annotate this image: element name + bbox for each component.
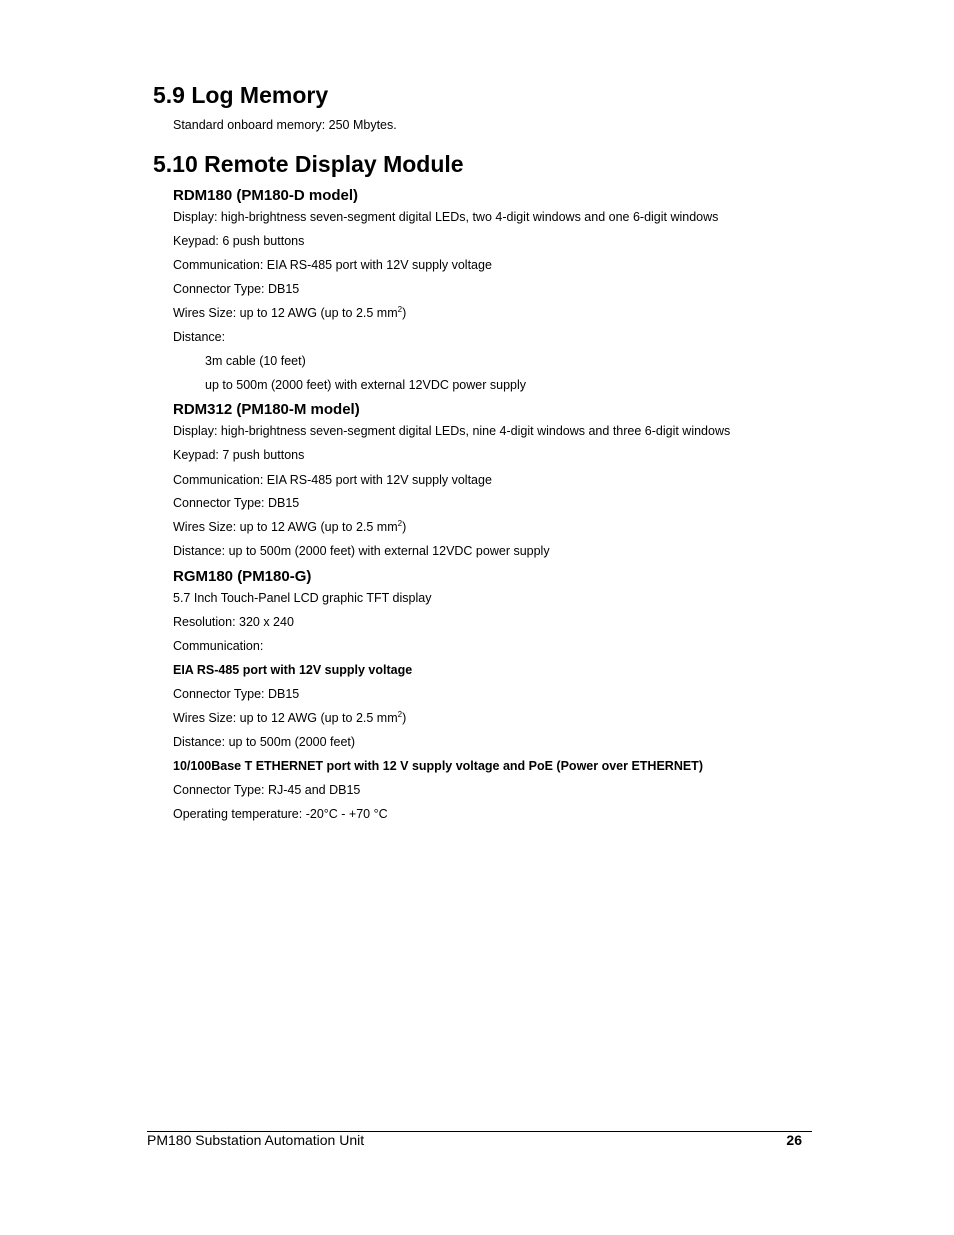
rdm312-distance: Distance: up to 500m (2000 feet) with external 12VDC power supply <box>173 544 550 558</box>
section-number: 5.10 <box>153 151 198 177</box>
section-number: 5.9 <box>153 82 185 108</box>
rdm180-wires <box>173 306 406 320</box>
rgm180-communication: Communication: <box>173 639 264 653</box>
rdm312-heading: RDM312 (PM180-M model) <box>173 401 360 418</box>
superscript: 2 <box>397 304 403 314</box>
rgm180-wires <box>173 711 406 725</box>
rdm312-display: Display: high-brightness seven-segment digital LEDs, nine 4-digit windows and three 6-digit windows <box>173 424 731 438</box>
rdm312-connector: Connector Type: DB15 <box>173 496 300 510</box>
section-title: Remote Display Module <box>204 151 464 177</box>
rdm180-distance: Distance: <box>173 330 226 344</box>
rdm180-keypad: Keypad: 6 push buttons <box>173 234 305 248</box>
footer-title: PM180 Substation Automation Unit <box>147 1132 365 1148</box>
wires-text: Wires Size: up to 12 AWG (up to 2.5 mm <box>173 520 398 534</box>
page-number: 26 <box>786 1132 802 1148</box>
rgm180-temperature: Operating temperature: -20°C - +70 °C <box>173 807 388 821</box>
section-heading-remote-display <box>153 151 464 178</box>
wires-suffix: ) <box>402 711 407 725</box>
wires-suffix: ) <box>402 520 407 534</box>
rdm180-distance-1: 3m cable (10 feet) <box>205 354 306 368</box>
rdm312-keypad: Keypad: 7 push buttons <box>173 448 305 462</box>
rdm312-wires <box>173 520 406 534</box>
section-title: Log Memory <box>191 82 329 108</box>
rdm180-distance-2: up to 500m (2000 feet) with external 12VDC power supply <box>205 378 527 392</box>
rdm180-heading: RDM180 (PM180-D model) <box>173 187 359 204</box>
rgm180-rs485-heading: EIA RS-485 port with 12V supply voltage <box>173 663 413 677</box>
wires-text: Wires Size: up to 12 AWG (up to 2.5 mm <box>173 711 398 725</box>
rgm180-ethernet-heading: 10/100Base T ETHERNET port with 12 V supply voltage and PoE (Power over ETHERNET) <box>173 759 703 773</box>
superscript: 2 <box>397 709 403 719</box>
rdm180-display: Display: high-brightness seven-segment digital LEDs, two 4-digit windows and one 6-digit windows <box>173 210 719 224</box>
rdm180-communication: Communication: EIA RS-485 port with 12V supply voltage <box>173 258 492 272</box>
rgm180-connector: Connector Type: DB15 <box>173 687 300 701</box>
superscript: 2 <box>397 518 403 528</box>
rgm180-distance: Distance: up to 500m (2000 feet) <box>173 735 356 749</box>
rgm180-display: 5.7 Inch Touch-Panel LCD graphic TFT display <box>173 591 432 605</box>
rdm180-connector: Connector Type: DB15 <box>173 282 300 296</box>
section-heading-log-memory <box>153 82 328 109</box>
rgm180-connector-eth: Connector Type: RJ-45 and DB15 <box>173 783 361 797</box>
wires-suffix: ) <box>402 306 407 320</box>
log-memory-text: Standard onboard memory: 250 Mbytes. <box>173 118 397 132</box>
wires-text: Wires Size: up to 12 AWG (up to 2.5 mm <box>173 306 398 320</box>
rgm180-resolution: Resolution: 320 x 240 <box>173 615 294 629</box>
rgm180-heading: RGM180 (PM180-G) <box>173 568 312 585</box>
rdm312-communication: Communication: EIA RS-485 port with 12V supply voltage <box>173 473 492 487</box>
